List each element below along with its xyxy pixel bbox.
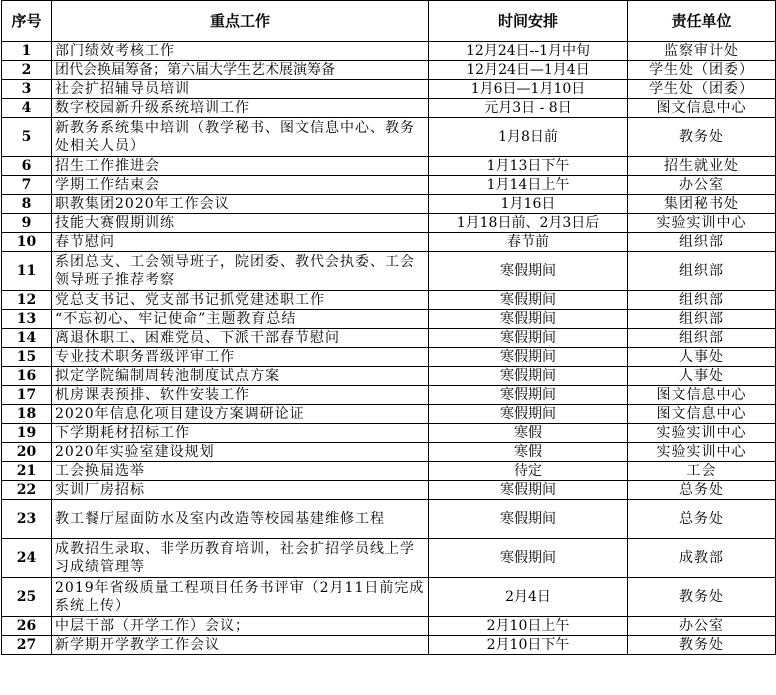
- row-time: 1月16日: [429, 195, 628, 214]
- row-time: 12月24日—1月4日: [429, 61, 628, 80]
- row-time: 寒假期间: [429, 500, 628, 539]
- row-time: 1月13日下午: [429, 157, 628, 176]
- row-num: 18: [2, 405, 52, 424]
- header-unit: 责任单位: [628, 1, 776, 42]
- row-num: 15: [2, 348, 52, 367]
- row-task: 2019年省级质量工程项目任务书评审（2月11日前完成系统上传）: [52, 578, 429, 617]
- table-row: [2, 539, 776, 578]
- row-num: 5: [2, 118, 52, 157]
- row-unit: 组织部: [628, 233, 776, 252]
- row-task: “不忘初心、牢记使命”主题教育总结: [52, 310, 429, 329]
- row-time: 寒假期间: [429, 386, 628, 405]
- row-task: 工会换届选举: [52, 462, 429, 481]
- row-num: 12: [2, 291, 52, 310]
- row-task: 学期工作结束会: [52, 176, 429, 195]
- table-row: [2, 80, 776, 99]
- table-row: [2, 42, 776, 61]
- row-time: 1月8日前: [429, 118, 628, 157]
- table-row: [2, 617, 776, 636]
- row-time: 春节前: [429, 233, 628, 252]
- row-task: 团代会换届筹备；第六届大学生艺术展演筹备: [52, 61, 429, 80]
- table-row: [2, 233, 776, 252]
- row-unit: 办公室: [628, 617, 776, 636]
- header-time: 时间安排: [429, 1, 628, 42]
- row-task: 职教集团2020年工作会议: [52, 195, 429, 214]
- row-unit: 总务处: [628, 500, 776, 539]
- row-unit: 办公室: [628, 176, 776, 195]
- row-task: 社会扩招辅导员培训: [52, 80, 429, 99]
- row-time: 2月4日: [429, 578, 628, 617]
- row-time: 寒假: [429, 424, 628, 443]
- row-task: 拟定学院编制周转池制度试点方案: [52, 367, 429, 386]
- row-num: 7: [2, 176, 52, 195]
- row-task: 招生工作推进会: [52, 157, 429, 176]
- table-row: [2, 481, 776, 500]
- row-num: 14: [2, 329, 52, 348]
- row-time: 寒假期间: [429, 481, 628, 500]
- row-time: 寒假期间: [429, 329, 628, 348]
- row-time: 寒假期间: [429, 539, 628, 578]
- row-task: 离退休职工、困难党员、下派干部春节慰问: [52, 329, 429, 348]
- row-task: 教工餐厅屋面防水及室内改造等校园基建维修工程: [52, 500, 429, 539]
- row-time: 寒假期间: [429, 252, 628, 291]
- table-row: [2, 291, 776, 310]
- row-time: 寒假期间: [429, 310, 628, 329]
- table-row: [2, 252, 776, 291]
- row-num: 23: [2, 500, 52, 539]
- row-unit: 成教部: [628, 539, 776, 578]
- table-row: [2, 500, 776, 539]
- row-num: 6: [2, 157, 52, 176]
- row-unit: 集团秘书处: [628, 195, 776, 214]
- row-task: 新教务系统集中培训（教学秘书、图文信息中心、教务处相关人员）: [52, 118, 429, 157]
- row-num: 17: [2, 386, 52, 405]
- header-num: 序号: [2, 1, 52, 42]
- row-time: 1月6日—1月10日: [429, 80, 628, 99]
- row-task: 中层干部（开学工作）会议；: [52, 617, 429, 636]
- work-schedule-table: [1, 0, 776, 655]
- row-unit: 总务处: [628, 481, 776, 500]
- row-task: 新学期开学教学工作会议: [52, 636, 429, 655]
- row-task: 数字校园新升级系统培训工作: [52, 99, 429, 118]
- row-unit: 招生就业处: [628, 157, 776, 176]
- row-num: 16: [2, 367, 52, 386]
- row-num: 21: [2, 462, 52, 481]
- row-unit: 人事处: [628, 367, 776, 386]
- table-row: [2, 157, 776, 176]
- table-row: [2, 310, 776, 329]
- table-row: [2, 386, 776, 405]
- table-row: [2, 462, 776, 481]
- row-unit: 实验实训中心: [628, 214, 776, 233]
- table-row: [2, 367, 776, 386]
- row-num: 10: [2, 233, 52, 252]
- row-task: 党总支书记、党支部书记抓党建述职工作: [52, 291, 429, 310]
- row-num: 2: [2, 61, 52, 80]
- table-row: [2, 118, 776, 157]
- row-unit: 组织部: [628, 291, 776, 310]
- table-row: [2, 578, 776, 617]
- row-time: 寒假期间: [429, 405, 628, 424]
- row-unit: 图文信息中心: [628, 386, 776, 405]
- row-time: 寒假期间: [429, 291, 628, 310]
- row-unit: 组织部: [628, 310, 776, 329]
- row-num: 9: [2, 214, 52, 233]
- row-time: 12月24日--1月中旬: [429, 42, 628, 61]
- table-row: [2, 348, 776, 367]
- row-task: 专业技术职务晋级评审工作: [52, 348, 429, 367]
- row-task: 实训厂房招标: [52, 481, 429, 500]
- row-task: 春节慰问: [52, 233, 429, 252]
- table-row: [2, 636, 776, 655]
- row-unit: 实验实训中心: [628, 443, 776, 462]
- row-task: 部门绩效考核工作: [52, 42, 429, 61]
- row-time: 寒假: [429, 443, 628, 462]
- row-task: 下学期耗材招标工作: [52, 424, 429, 443]
- row-num: 25: [2, 578, 52, 617]
- row-num: 3: [2, 80, 52, 99]
- table-row: [2, 99, 776, 118]
- row-num: 20: [2, 443, 52, 462]
- row-task: 技能大赛假期训练: [52, 214, 429, 233]
- row-num: 26: [2, 617, 52, 636]
- row-time: 元月3日 - 8日: [429, 99, 628, 118]
- table-row: [2, 195, 776, 214]
- row-unit: 教务处: [628, 118, 776, 157]
- row-unit: 人事处: [628, 348, 776, 367]
- row-num: 27: [2, 636, 52, 655]
- row-unit: 工会: [628, 462, 776, 481]
- row-unit: 教务处: [628, 636, 776, 655]
- table-row: [2, 424, 776, 443]
- row-num: 1: [2, 42, 52, 61]
- row-unit: 学生处（团委）: [628, 61, 776, 80]
- header-task: 重点工作: [52, 1, 429, 42]
- row-time: 寒假期间: [429, 348, 628, 367]
- table-row: [2, 61, 776, 80]
- row-task: 2020年信息化项目建设方案调研论证: [52, 405, 429, 424]
- row-time: 待定: [429, 462, 628, 481]
- table-row: [2, 329, 776, 348]
- row-task: 2020年实验室建设规划: [52, 443, 429, 462]
- row-num: 22: [2, 481, 52, 500]
- row-unit: 图文信息中心: [628, 99, 776, 118]
- table-row: [2, 405, 776, 424]
- row-unit: 监察审计处: [628, 42, 776, 61]
- row-task: 系团总支、工会领导班子，院团委、教代会执委、工会领导班子推荐考察: [52, 252, 429, 291]
- table-header-row: [2, 1, 776, 42]
- row-num: 13: [2, 310, 52, 329]
- table-row: [2, 443, 776, 462]
- row-num: 19: [2, 424, 52, 443]
- row-num: 24: [2, 539, 52, 578]
- row-unit: 教务处: [628, 578, 776, 617]
- row-num: 4: [2, 99, 52, 118]
- row-unit: 图文信息中心: [628, 405, 776, 424]
- row-task: 成教招生录取、非学历教育培训，社会扩招学员线上学习成绩管理等: [52, 539, 429, 578]
- table-row: [2, 214, 776, 233]
- row-time: 2月10日下午: [429, 636, 628, 655]
- row-time: 1月14日上午: [429, 176, 628, 195]
- row-time: 2月10日上午: [429, 617, 628, 636]
- table-row: [2, 176, 776, 195]
- row-unit: 组织部: [628, 252, 776, 291]
- row-unit: 学生处（团委）: [628, 80, 776, 99]
- row-time: 1月18日前、2月3日后: [429, 214, 628, 233]
- row-time: 寒假期间: [429, 367, 628, 386]
- row-task: 机房课表预排、软件安装工作: [52, 386, 429, 405]
- row-num: 11: [2, 252, 52, 291]
- row-unit: 组织部: [628, 329, 776, 348]
- row-unit: 实验实训中心: [628, 424, 776, 443]
- row-num: 8: [2, 195, 52, 214]
